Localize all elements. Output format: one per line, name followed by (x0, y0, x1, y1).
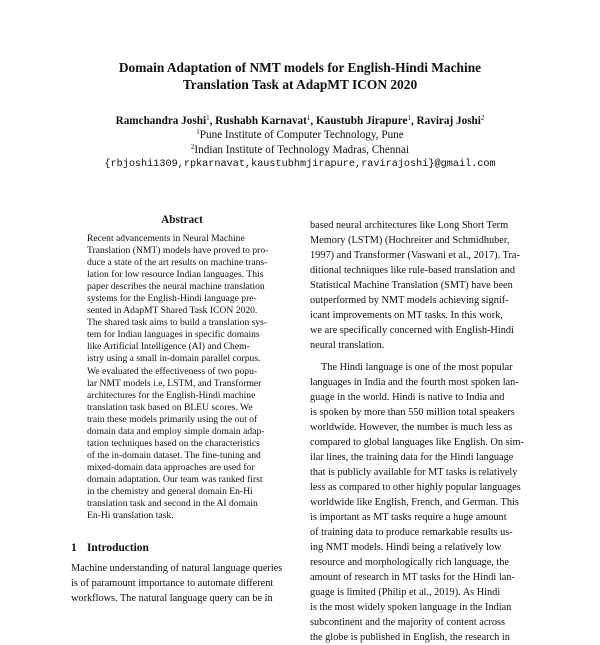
abstract-line: domain adaptation. Our team was ranked first (87, 473, 263, 485)
body-line: 1997) and Transformer (Vaswani et al., 2017). Tra- (310, 250, 520, 261)
affiliation-text: Indian Institute of Technology Madras, Chennai (194, 144, 410, 156)
abstract-line: Translation (NMT) models have proved to pro- (87, 245, 269, 257)
abstract-line: translation task and second in the AI domain (87, 498, 258, 510)
abstract-line: translation task based on BLEU scores. We (87, 401, 253, 413)
abstract-line: En-Hi translation task. (87, 510, 174, 522)
body-line: worldwide like English, French, and German. This (310, 497, 519, 508)
body-line: workflows. The natural language query can be in (71, 593, 273, 604)
body-line: compared to global languages like English. On sim- (310, 437, 524, 448)
abstract-line: Recent advancements in Neural Machine (87, 233, 245, 244)
abstract-line: tation techniques based on the characteristics (87, 437, 260, 449)
abstract-line: lar NMT models i.e, LSTM, and Transformer (87, 377, 262, 389)
body-line: based neural architectures like Long Short Term (310, 220, 509, 231)
paper-title (60, 60, 540, 93)
abstract-line: domain data and employ simple domain adap- (87, 425, 265, 437)
abstract-line: like Artificial Intelligence (AI) and Chem- (87, 341, 250, 353)
body-line: that is publicly available for MT tasks is relatively (310, 467, 518, 478)
author-affil-mark: 1 (306, 114, 311, 122)
author-affil-mark: 2 (480, 114, 485, 122)
body-line: guage in the world. Hindi is native to India and (310, 392, 505, 403)
body-line: is the most widely spoken language in the Indian (310, 602, 512, 613)
body-line: ing NMT models. Hindi being a relatively low (310, 542, 502, 553)
paragraph (310, 360, 534, 645)
right-column (310, 218, 534, 645)
body-line: guage is limited (Philip et al., 2019). As Hindi (310, 587, 501, 598)
body-line: Machine understanding of natural language queries (71, 563, 283, 574)
abstract-line: architectures for the English-Hindi machine (87, 389, 256, 401)
abstract-line: sented in AdapMT Shared Task ICON 2020. (87, 305, 258, 317)
abstract-line: We evaluated the effectiveness of two popu- (87, 365, 258, 377)
abstract-line: istry using a small in-domain parallel corpus. (87, 353, 261, 365)
body-line: is important as MT tasks require a huge amount (310, 512, 507, 523)
abstract-heading: Abstract (161, 214, 203, 226)
body-line: of training data to produce remarkable results us- (310, 527, 513, 538)
affiliation (30, 143, 570, 157)
author-affil-mark: 1 (206, 114, 210, 122)
author-name: Ramchandra Joshi (115, 115, 207, 127)
author-emails[interactable]: {rbjoshi1309,rpkarnavat,kaustubhmjirapure,ravirajoshi}@gmail.com (104, 159, 496, 170)
abstract-line: of the in-domain dataset. The fine-tuning and (87, 449, 261, 461)
section-number: 1 (71, 542, 77, 554)
body-line: Statistical Machine Translation (SMT) have been (310, 280, 513, 291)
body-line: resource and morphologically rich language, the (310, 557, 509, 568)
abstract-line: The shared task aims to build a translation sys- (87, 317, 268, 329)
body-line: Memory (LSTM) (Hochreiter and Schmidhuber, (310, 235, 510, 246)
affiliation (30, 128, 570, 142)
body-line: is spoken by more than 550 million total speakers (310, 407, 515, 418)
body-line: less as compared to other highly popular languages (310, 482, 521, 493)
paragraph (310, 218, 534, 353)
affiliation-mark: 1 (196, 128, 200, 136)
abstract-line: train these models primarily using the out of (87, 413, 258, 425)
abstract-line: in the chemistry and general domain En-Hi (87, 485, 253, 497)
body-line: subcontinent and the majority of content across (310, 617, 506, 628)
body-line: ditional techniques like rule-based translation and (310, 265, 516, 276)
affiliation-mark: 2 (190, 143, 195, 151)
author-list: Ramchandra Joshi$^1$, Rushabh Karnavat$^1$, Kaustubh Jirapure$^1$, Raviraj Joshi$^2$ (115, 114, 485, 127)
body-line: icant improvements on MT tasks. In this work, (310, 310, 503, 321)
body-line: outperformed by NMT models achieving signif- (310, 295, 509, 306)
author-name: Raviraj Joshi (416, 115, 481, 127)
body-line: is of paramount importance to automate different (71, 578, 274, 589)
affiliation-text: Pune Institute of Computer Technology, Pune (199, 129, 404, 141)
abstract-line: tem for Indian languages in specific domains (87, 329, 260, 341)
abstract-line: systems for the English-Hindi language pre- (87, 293, 257, 305)
abstract-line: mixed-domain data approaches are used for (87, 461, 255, 473)
body-line: we are specifically concerned with English-Hindi (310, 325, 514, 336)
body-line: languages in India and the fourth most spoken lan- (310, 377, 519, 388)
body-line: amount of research in MT tasks for the Hindi lan- (310, 572, 515, 583)
body-line: The Hindi language is one of the most popular (321, 362, 513, 373)
body-line: worldwide. However, the number is much less as (310, 422, 513, 433)
title-line: Domain Adaptation of NMT models for English-Hindi Machine (118, 60, 482, 75)
title-line: Translation Task at AdapMT ICON 2020 (182, 76, 418, 92)
introduction-body (71, 561, 295, 606)
abstract-line: duce a state of the art results on machine trans- (87, 257, 268, 269)
body-line: ilar lines, the training data for the Hindi language (310, 452, 514, 463)
body-line: the globe is published in English, the research in (310, 632, 510, 643)
abstract-line: lation for low resource Indian languages. This (87, 269, 264, 281)
author-name: Kaustubh Jirapure (315, 115, 408, 127)
abstract-line: paper describes the neural machine translation (87, 281, 265, 293)
section-heading-introduction (71, 542, 149, 554)
section-title: Introduction (87, 542, 149, 554)
abstract-body (87, 233, 279, 522)
author-name: Rushabh Karnavat (215, 115, 307, 127)
body-line: neural translation. (310, 340, 385, 351)
author-affil-mark: 1 (407, 114, 411, 122)
